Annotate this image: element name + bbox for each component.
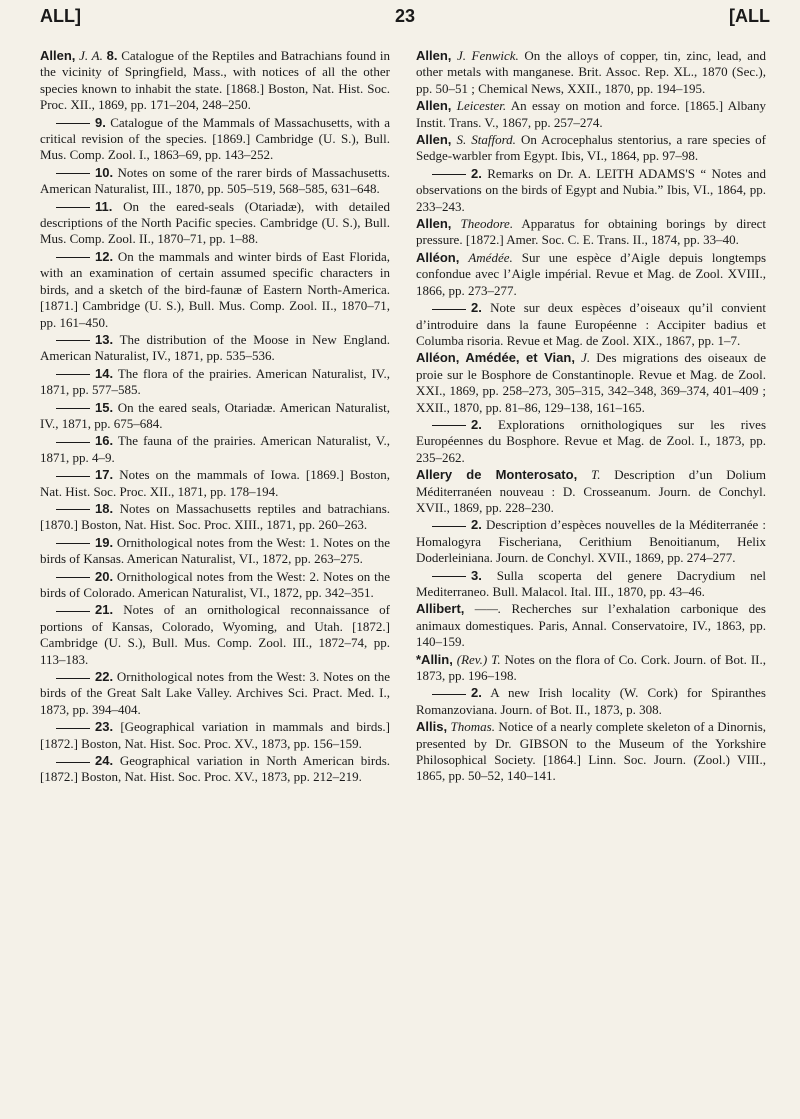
entry-text: A new Irish locality (W. Cork) for Spiranthes Romanzoviana. Journ. of Bot. II., 1873, p. 308. xyxy=(416,685,766,717)
entry-text: Apparatus for obtaining borings by direct pressure. [1872.] Amer. Soc. C. E. Trans. II., 1874, pp. 33–40. xyxy=(416,216,766,248)
entry-forename: Thomas. xyxy=(450,719,495,735)
bibliography-entry xyxy=(40,753,390,786)
entry-text: [Geographical variation in mammals and birds.] [1872.] Boston, Nat. Hist. Soc. Proc. XV., 1873, pp. 156–159. xyxy=(40,719,391,751)
header-right: [ALL xyxy=(729,6,770,26)
ditto-dash xyxy=(432,694,466,695)
page-number: 23 xyxy=(394,6,416,26)
bibliography-entry xyxy=(416,166,766,215)
ditto-dash xyxy=(56,611,90,612)
entry-text: Catalogue of the Mammals of Massachusetts, with a critical revision of the species. [1869.] Cambridge (U. S.), Bull. Mus. Comp. Zool. I., 1863–69, pp. 143–252. xyxy=(40,114,390,163)
entry-author: Allen, xyxy=(416,98,452,114)
bibliography-entry xyxy=(416,467,766,516)
entry-text: Notes of an ornithological reconnaissance of portions of Kansas, Colorado, Wyoming, and Utah. [1872.] Cambridge (U. S.), Bull. Mus. Comp. Zool. III., 1872–74, pp. 113–183. xyxy=(40,602,391,667)
entry-number: 13. xyxy=(95,331,114,347)
bibliography-entry xyxy=(416,685,766,718)
ditto-dash xyxy=(56,173,90,174)
entry-text: On the mammals and winter birds of East Florida, with an examination of certain assumed specific characters in birds, and a sketch of the bird-faunæ of Eastern North-America. [1871.] Cambridge (U. S.), Bull. Mus. Comp. Zool. II., 1870–71, pp. 161–450. xyxy=(40,248,390,330)
ditto-dash xyxy=(56,374,90,375)
entry-text: Notes on Massachusetts reptiles and batrachians. [1870.] Boston, Nat. Hist. Soc. Proc. XIII., 1871, pp. 260–263. xyxy=(40,500,391,533)
entry-number: 8. xyxy=(106,48,118,63)
entry-number: 21. xyxy=(95,602,114,618)
ditto-dash xyxy=(56,340,90,341)
entry-number: 9. xyxy=(95,114,106,130)
bibliography-entry xyxy=(416,98,766,131)
bibliography-entry xyxy=(40,569,390,602)
entry-forename: Amédée. xyxy=(468,249,513,265)
entry-author: Allen, xyxy=(40,48,76,63)
entry-author: Alléon, Amédée, et Vian, xyxy=(416,350,575,366)
entry-number: 2. xyxy=(471,416,482,432)
ditto-dash xyxy=(56,543,90,544)
running-header xyxy=(40,6,770,32)
bibliography-entry xyxy=(40,400,390,433)
bibliography-entry xyxy=(40,332,390,365)
entry-number: 18. xyxy=(95,500,114,516)
entry-author: *Allin, xyxy=(416,651,453,667)
entry-text: The distribution of the Moose in New England. American Naturalist, IV., 1871, pp. 535–536. xyxy=(40,331,390,364)
right-column xyxy=(416,48,766,786)
entry-text: Note sur deux espèces d’oiseaux qu’il convient d’introduire dans la faune Européenne : Accipiter badius et Columba risoria. Revue et Mag. de Zool. XIX., 1867, pp. 1–7. xyxy=(416,300,767,348)
left-column xyxy=(40,48,390,787)
ditto-dash xyxy=(56,476,90,477)
entry-text: Sulla scoperta del genere Dacrydium nel Mediterraneo. Bull. Malacol. Ital. III., 1870, pp. 43–46. xyxy=(416,567,766,599)
entry-text: Notes on some of the rarer birds of Massachusetts. American Naturalist, III., 1870, pp. 505–519, 568–585, 631–648. xyxy=(40,164,391,197)
bibliography-entry xyxy=(416,300,766,349)
bibliography-entry xyxy=(40,535,390,568)
entry-text: Remarks on Dr. A. LEITH ADAMS'S “ Notes and observations on the birds of Egypt and Nubia.” Ibis, VI., 1864, pp. 233–243. xyxy=(416,165,767,214)
bibliography-entry xyxy=(40,467,390,500)
entry-number: 2. xyxy=(471,685,482,701)
bibliography-entry xyxy=(40,602,390,668)
entry-text: Explorations ornithologiques sur les rives Européennes du Bosphore. Revue et Mag. de Zool. I., 1873, pp. 235–262. xyxy=(416,416,767,465)
bibliography-entry xyxy=(416,517,766,566)
header-left: ALL] xyxy=(40,6,81,26)
entry-forename: S. Stafford. xyxy=(456,132,516,148)
entry-number: 2. xyxy=(471,300,482,316)
ditto-dash xyxy=(432,174,466,175)
entry-number: 16. xyxy=(95,433,114,449)
entry-author: Allibert, xyxy=(416,601,465,617)
ditto-dash xyxy=(56,207,90,208)
ditto-dash xyxy=(56,123,90,124)
entry-text: Notice of a nearly complete skeleton of a Dinornis, presented by Dr. GIBSON to the Museum of the Yorkshire Philosophical Society. [1864.] Linn. Soc. Journ. (Zool.) VIII., 1865, pp. 50–52, 140–141. xyxy=(416,719,767,784)
bibliography-entry xyxy=(416,216,766,249)
bibliography-entry xyxy=(416,132,766,165)
ditto-dash xyxy=(56,678,90,679)
entry-text: Notes on the mammals of Iowa. [1869.] Boston, Nat. Hist. Soc. Proc. XII., 1871, pp. 178–194. xyxy=(40,467,390,499)
entry-text: Geographical variation in North American birds. [1872.] Boston, Nat. Hist. Soc. Proc. XV., 1873, pp. 212–219. xyxy=(40,753,391,785)
entry-text: Description d’espèces nouvelles de la Méditerranée : Homalogyra Fischeriana, Cerithium Benoitianum, Helix Doderleiniana. Journ. de Conchyl. XVII., 1869, pp. 274–277. xyxy=(416,517,767,566)
entry-forename: J. Fenwick. xyxy=(456,48,519,63)
entry-number: 2. xyxy=(471,165,482,181)
entry-number: 10. xyxy=(95,164,114,180)
entry-text: Sur une espèce d’Aigle depuis longtemps confondue avec l’Aigle impérial. Revue et Mag. de Zool. XVIII., 1866, pp. 273–277. xyxy=(416,249,766,298)
entry-number: 14. xyxy=(95,365,114,381)
entry-forename: ——. xyxy=(474,601,502,617)
entry-text: Ornithological notes from the West: 3. Notes on the birds of the Great Salt Lake Valley. Archives Sci. Pract. Med. I., 1873, pp. 394–404. xyxy=(40,669,391,717)
bibliography-entry xyxy=(416,568,766,601)
entry-text: An essay on motion and force. [1865.] Albany Instit. Trans. V., 1867, pp. 257–274. xyxy=(416,98,766,130)
entry-author: Allery de Monterosato, xyxy=(416,467,578,483)
ditto-dash xyxy=(56,442,90,443)
entry-text: On the eared seals, Otariadæ. American Naturalist, IV., 1871, pp. 675–684. xyxy=(40,399,390,431)
entry-text: Notes on the flora of Co. Cork. Journ. of Bot. II., 1873, pp. 196–198. xyxy=(416,651,766,684)
ditto-dash xyxy=(56,257,90,258)
ditto-dash xyxy=(56,577,90,578)
entry-text: On the eared-seals (Otariadæ), with detailed descriptions of the North Pacific species. Cambridge (U. S.), Bull. Mus. Comp. Zool. II., 1870–71, pp. 1–88. xyxy=(40,198,390,247)
entry-number: 15. xyxy=(95,399,114,415)
ditto-dash xyxy=(56,408,90,409)
bibliography-entry xyxy=(40,669,390,718)
ditto-dash xyxy=(56,762,90,763)
ditto-dash xyxy=(432,309,466,310)
entry-text: Description d’un Dolium Méditerranéen nouveau : D. Crosseanum. Journ. de Conchyl. XVII., 1869, pp. 228–230. xyxy=(416,467,767,515)
entry-forename: Theodore. xyxy=(460,216,514,232)
bibliography-entry xyxy=(40,501,390,534)
bibliography-entry xyxy=(40,115,390,164)
bibliography-entry xyxy=(40,249,390,331)
bibliography-entry xyxy=(416,48,766,97)
entry-number: 12. xyxy=(95,248,114,264)
bibliography-entry xyxy=(416,652,766,685)
entry-author: Allis, xyxy=(416,719,448,735)
entry-text: On Acrocephalus stentorius, a rare species of Sedge-warbler from Egypt. Ibis, VI., 1864, pp. 97–98. xyxy=(416,132,767,164)
entry-number: 20. xyxy=(95,568,114,584)
bibliography-entry xyxy=(40,48,390,114)
ditto-dash xyxy=(56,728,90,729)
entry-number: 11. xyxy=(95,198,113,214)
ditto-dash xyxy=(432,526,466,527)
bibliography-entry xyxy=(40,719,390,752)
entry-text: Catalogue of the Reptiles and Batrachians found in the vicinity of Springfield, Mass., with notices of all the other species known to inhabit the state. [1868.] Boston, Nat. Hist. Soc. Proc. XII., 1869, pp. 171–204, 248–250. xyxy=(40,48,391,113)
entry-forename: (Rev.) T. xyxy=(456,651,501,667)
entry-text: Ornithological notes from the West: 2. Notes on the birds of Colorado. American Naturalist, VI., 1872, pp. 342–351. xyxy=(40,568,391,600)
bibliography-entry xyxy=(40,199,390,248)
entry-text: On the alloys of copper, tin, zinc, lead, and other metals with manganese. Brit. Assoc. Rep. XL., 1870 (Sec.), pp. 50–51 ; Chemical News, XXII., 1870, pp. 194–195. xyxy=(416,48,766,96)
entry-forename: Leicester. xyxy=(456,98,507,114)
entry-number: 3. xyxy=(471,567,482,583)
entry-text: Des migrations des oiseaux de proie sur le Bosphore de Constantinople. Revue et Mag. de Zool. XXI., 1869, pp. 258–273, 305–315, 342–348, 369–374, 401–409 ; XXII., 1870, pp. 81–86, 129–138, 161–165. xyxy=(416,350,767,415)
bibliography-entry xyxy=(40,165,390,198)
entry-text: The fauna of the prairies. American Naturalist, V., 1871, pp. 4–9. xyxy=(40,433,391,465)
entry-text: Ornithological notes from the West: 1. Notes on the birds of Kansas. American Naturalist, VI., 1872, pp. 263–275. xyxy=(40,534,391,567)
bibliography-entry xyxy=(416,719,766,785)
entry-author: Allen, xyxy=(416,216,452,232)
entry-author: Alléon, xyxy=(416,249,460,265)
entry-text: The flora of the prairies. American Naturalist, IV., 1871, pp. 577–585. xyxy=(40,365,390,398)
bibliography-entry xyxy=(416,250,766,299)
bibliography-entry xyxy=(40,366,390,399)
entry-number: 2. xyxy=(471,517,482,533)
entry-forename: J. xyxy=(581,350,591,366)
entry-forename: J. A. xyxy=(79,48,103,63)
entry-number: 23. xyxy=(95,719,114,735)
bibliography-entry xyxy=(40,433,390,466)
entry-number: 17. xyxy=(95,467,114,483)
bibliography-entry xyxy=(416,350,766,416)
ditto-dash xyxy=(432,576,466,577)
entry-number: 19. xyxy=(95,534,114,550)
ditto-dash xyxy=(56,509,90,510)
ditto-dash xyxy=(432,425,466,426)
entry-author: Allen, xyxy=(416,48,452,63)
entry-forename: T. xyxy=(590,467,601,483)
entry-number: 22. xyxy=(95,669,114,685)
entry-number: 24. xyxy=(95,753,114,769)
bibliography-entry xyxy=(416,417,766,466)
bibliography-entry xyxy=(416,601,766,650)
entry-text: Recherches sur l’exhalation carbonique des animaux domestiques. Paris, Annal. Conservatoire, IV., 1863, pp. 140–159. xyxy=(416,601,766,650)
entry-author: Allen, xyxy=(416,132,452,148)
